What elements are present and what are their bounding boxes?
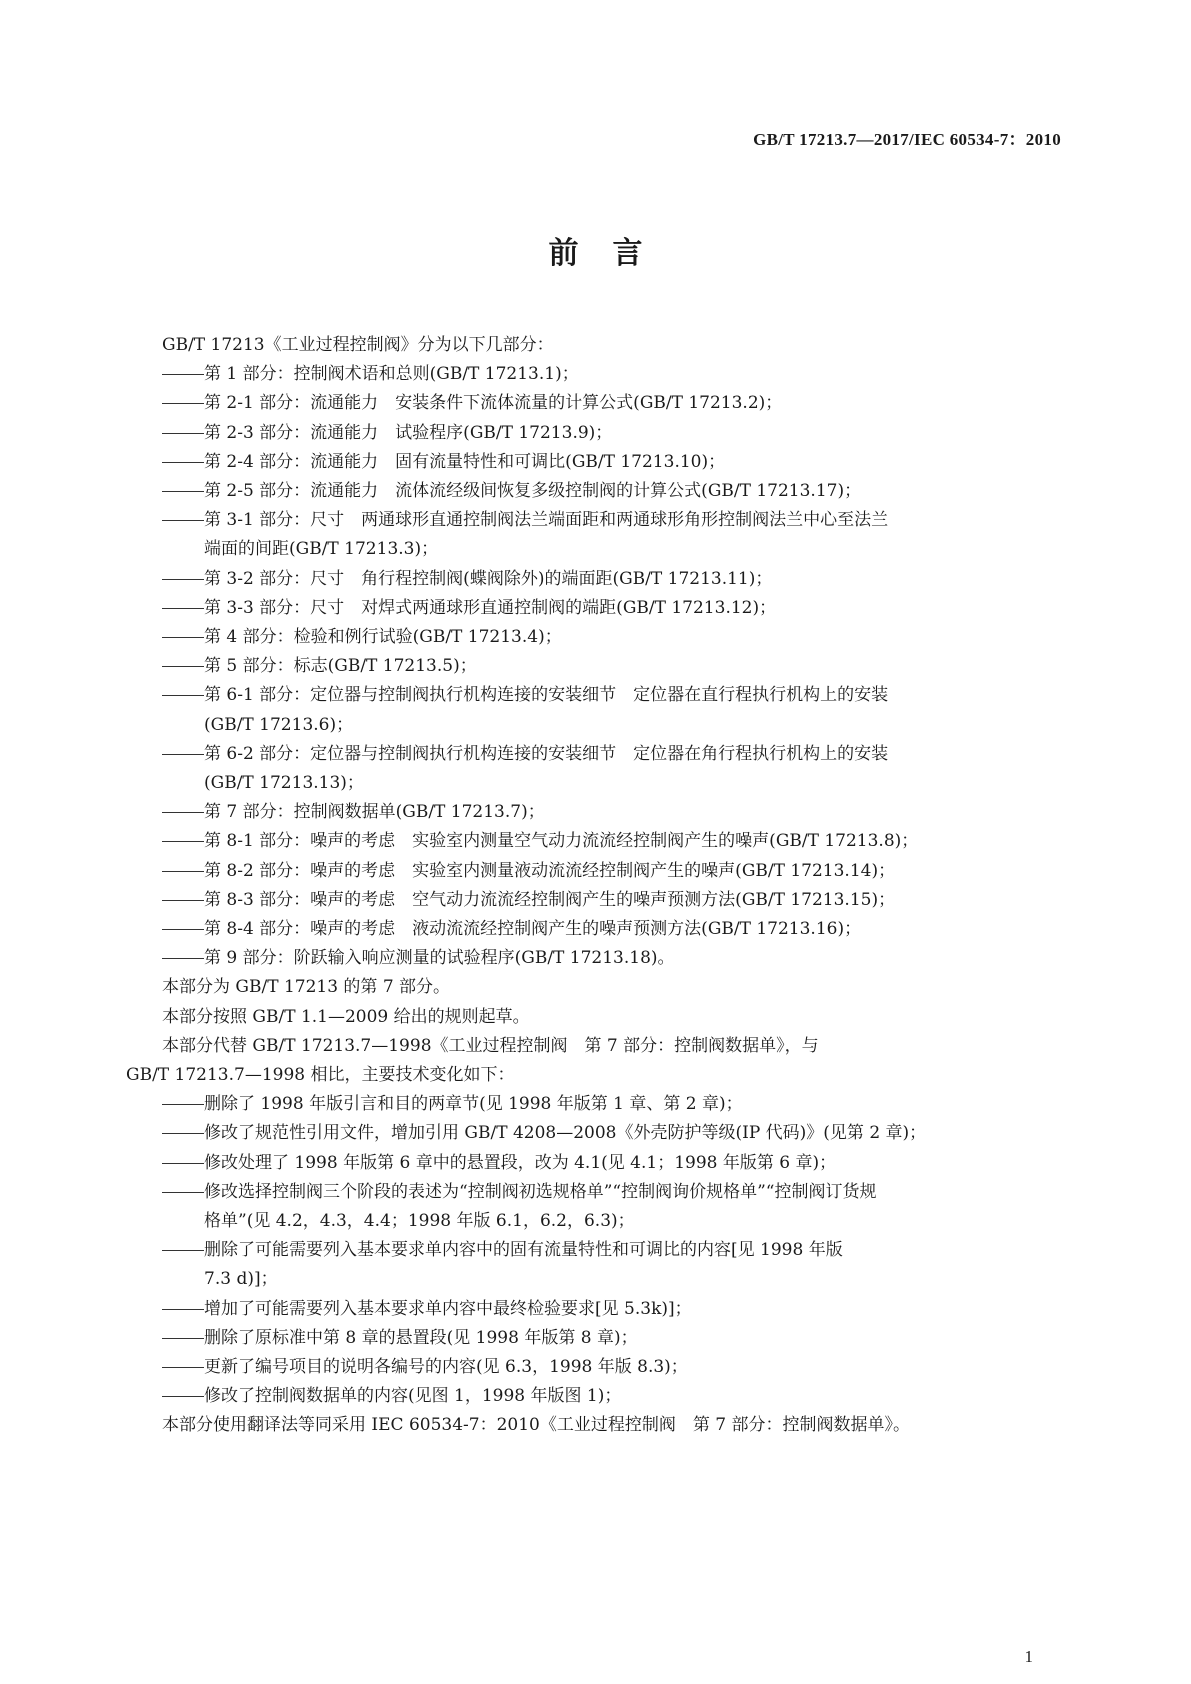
- dash-marker: [162, 403, 204, 404]
- text-line: [126, 1060, 515, 1090]
- list-item: [162, 1177, 876, 1207]
- line-text: (GB/T 17213.13)；: [204, 773, 364, 793]
- list-item: [162, 622, 562, 652]
- list-item: [162, 505, 888, 535]
- document-header: GB/T 17213.7—2017/IEC 60534-7：2010: [753, 130, 1061, 149]
- list-item: [162, 914, 861, 944]
- line-text: 修改处理了 1998 年版第 6 章中的悬置段，改为 4.1(见 4.1；1998 年版第 6 章)；: [204, 1152, 837, 1173]
- list-item: [162, 1089, 743, 1119]
- dash-marker: [162, 520, 204, 521]
- list-item: [162, 418, 612, 448]
- line-text: 本部分代替 GB/T 17213.7—1998《工业过程控制阀 第 7 部分：控制阀数据单》，与: [162, 1035, 819, 1056]
- dash-marker: [162, 1163, 204, 1164]
- dash-marker: [162, 433, 204, 434]
- line-text: 第 5 部分：标志(GB/T 17213.5)；: [204, 656, 477, 677]
- line-text: 本部分按照 GB/T 1.1—2009 给出的规则起草。: [162, 1006, 530, 1027]
- text-line: [162, 1002, 530, 1032]
- dash-marker: [162, 462, 204, 463]
- dash-marker: [162, 1192, 204, 1193]
- text-line: [204, 1206, 635, 1236]
- line-text: 第 6-1 部分：定位器与控制阀执行机构连接的安装细节 定位器在直行程执行机构上的安装: [204, 685, 889, 706]
- dash-marker: [162, 374, 204, 375]
- line-text: 删除了原标准中第 8 章的悬置段(见 1998 年版第 8 章)；: [204, 1327, 638, 1348]
- text-line: [162, 1031, 819, 1061]
- line-text: 第 8-4 部分：噪声的考虑 液动流流经控制阀产生的噪声预测方法(GB/T 17213.16)；: [204, 919, 862, 939]
- line-text: 修改了规范性引用文件，增加引用 GB/T 4208—2008《外壳防护等级(IP 代码)》(见第 2 章)；: [204, 1123, 927, 1144]
- dash-marker: [162, 666, 204, 667]
- dash-marker: [162, 871, 204, 872]
- line-text: 第 3-1 部分：尺寸 两通球形直通控制阀法兰端面距和两通球形角形控制阀法兰中心至法兰: [204, 510, 889, 531]
- dash-marker: [162, 1367, 204, 1368]
- line-text: 第 1 部分：控制阀术语和总则(GB/T 17213.1)；: [204, 364, 579, 385]
- line-text: 第 2-5 部分：流通能力 流体流经级间恢复多级控制阀的计算公式(GB/T 17213.17)；: [204, 481, 862, 501]
- dash-marker: [162, 695, 204, 696]
- line-text: 端面的间距(GB/T 17213.3)；: [204, 539, 439, 560]
- list-item: [162, 1235, 843, 1265]
- text-line: [162, 972, 450, 1002]
- dash-marker: [162, 929, 204, 930]
- list-item: [162, 388, 782, 418]
- line-text: GB/T 17213.7—1998 相比，主要技术变化如下：: [126, 1065, 515, 1085]
- dash-marker: [162, 1104, 204, 1105]
- dash-marker: [162, 754, 204, 755]
- list-item: [162, 943, 675, 973]
- text-line: [162, 1410, 910, 1440]
- list-item: [162, 593, 776, 623]
- line-text: 第 9 部分：阶跃输入响应测量的试验程序(GB/T 17213.18)。: [204, 948, 675, 969]
- line-text: 第 4 部分：检验和例行试验(GB/T 17213.4)；: [204, 627, 562, 647]
- page-title: 前言: [548, 236, 677, 271]
- dash-marker: [162, 491, 204, 492]
- dash-marker: [162, 812, 204, 813]
- line-text: 本部分为 GB/T 17213 的第 7 部分。: [162, 977, 451, 998]
- list-item: [162, 651, 477, 681]
- list-item: [162, 797, 545, 827]
- dash-marker: [162, 608, 204, 609]
- list-item: [162, 826, 918, 856]
- line-text: 修改选择控制阀三个阶段的表述为“控制阀初选规格单”“控制阀询价规格单”“控制阀订货规: [204, 1181, 877, 1202]
- list-item: [162, 1352, 688, 1382]
- dash-marker: [162, 637, 204, 638]
- dash-marker: [162, 1338, 204, 1339]
- text-line: [204, 1264, 278, 1294]
- line-text: 第 8-3 部分：噪声的考虑 空气动力流流经控制阀产生的噪声预测方法(GB/T 17213.15)；: [204, 889, 896, 910]
- line-text: 增加了可能需要列入基本要求单内容中最终检验要求[见 5.3k)]；: [204, 1298, 692, 1319]
- text-line: [204, 534, 438, 564]
- line-text: 第 2-3 部分：流通能力 试验程序(GB/T 17213.9)；: [204, 422, 613, 443]
- list-item: [162, 1381, 621, 1411]
- line-text: 第 7 部分：控制阀数据单(GB/T 17213.7)；: [204, 802, 545, 823]
- line-text: 第 8-1 部分：噪声的考虑 实验室内测量空气动力流流经控制阀产生的噪声(GB/T 17213.8)；: [204, 831, 919, 852]
- line-text: 本部分使用翻译法等同采用 IEC 60534-7：2010《工业过程控制阀 第 7 部分：控制阀数据单》。: [162, 1415, 910, 1436]
- list-item: [162, 476, 861, 506]
- text-line: [162, 330, 554, 360]
- dash-marker: [162, 1250, 204, 1251]
- list-item: [162, 680, 888, 710]
- list-item: [162, 885, 895, 915]
- dash-marker: [162, 958, 204, 959]
- list-item: [162, 1294, 692, 1324]
- dash-marker: [162, 900, 204, 901]
- line-text: 第 3-2 部分：尺寸 角行程控制阀(蝶阀除外)的端面距(GB/T 17213.11)；: [204, 568, 773, 589]
- line-text: 第 8-2 部分：噪声的考虑 实验室内测量液动流流经控制阀产生的噪声(GB/T 17213.14)；: [204, 860, 896, 881]
- list-item: [162, 1323, 638, 1353]
- line-text: 第 2-4 部分：流通能力 固有流量特性和可调比(GB/T 17213.10)；: [204, 451, 726, 472]
- line-text: 格单”(见 4.2，4.3，4.4；1998 年版 6.1，6.2，6.3)；: [204, 1211, 635, 1231]
- line-text: 修改了控制阀数据单的内容(见图 1，1998 年版图 1)；: [204, 1386, 622, 1407]
- dash-marker: [162, 1309, 204, 1310]
- page-number: 1: [1024, 1647, 1033, 1666]
- dash-marker: [162, 579, 204, 580]
- list-item: [162, 739, 888, 769]
- line-text: 删除了 1998 年版引言和目的两章节(见 1998 年版第 1 章、第 2 章)；: [204, 1094, 743, 1115]
- dash-marker: [162, 841, 204, 842]
- list-item: [162, 359, 579, 389]
- line-text: 第 6-2 部分：定位器与控制阀执行机构连接的安装细节 定位器在角行程执行机构上的安装: [204, 743, 889, 764]
- list-item: [162, 856, 895, 886]
- dash-marker: [162, 1133, 204, 1134]
- line-text: 更新了编号项目的说明各编号的内容(见 6.3，1998 年版 8.3)；: [204, 1357, 688, 1377]
- line-text: 第 2-1 部分：流通能力 安装条件下流体流量的计算公式(GB/T 17213.2)；: [204, 393, 783, 414]
- line-text: 第 3-3 部分：尺寸 对焊式两通球形直通控制阀的端距(GB/T 17213.12)；: [204, 597, 777, 618]
- list-item: [162, 447, 725, 477]
- line-text: 7.3 d)]；: [204, 1269, 278, 1290]
- line-text: GB/T 17213《工业过程控制阀》分为以下几部分：: [162, 335, 554, 355]
- list-item: [162, 564, 772, 594]
- line-text: (GB/T 17213.6)；: [204, 714, 354, 735]
- text-line: [204, 768, 364, 798]
- list-item: [162, 1148, 836, 1178]
- list-item: [162, 1118, 926, 1148]
- dash-marker: [162, 1396, 204, 1397]
- line-text: 删除了可能需要列入基本要求单内容中的固有流量特性和可调比的内容[见 1998 年版: [204, 1240, 843, 1261]
- text-line: [204, 710, 353, 740]
